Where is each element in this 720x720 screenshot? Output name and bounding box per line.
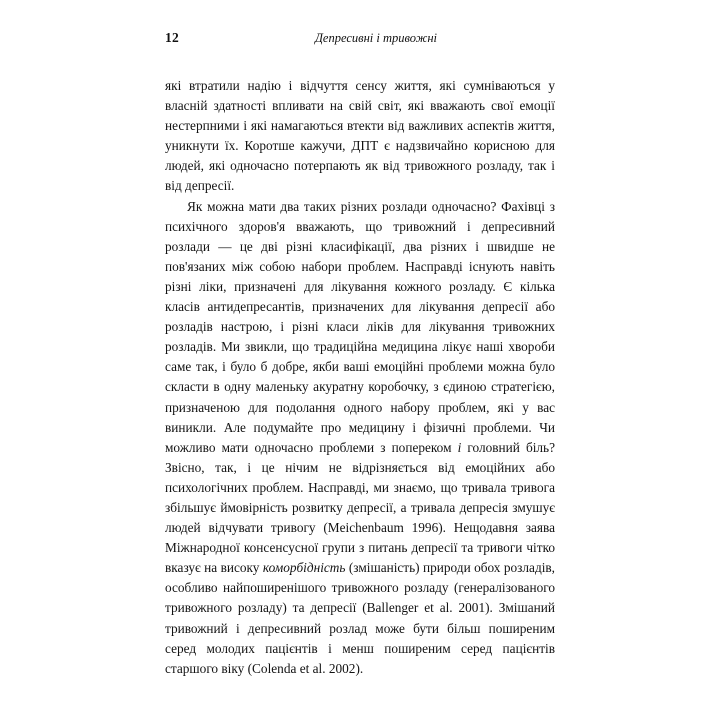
text-run: Як можна мати два таких різних розлади одночасно? Фахівці з психічного здоров'я вважають, що тривожний і депресивний розлади — це дві різні класифікації, два різних і швидше не пов'язаних між собою набори проблем. Насправді існують навіть різні ліки, призначені для лікування кожного розладу. Є кілька класів антидепресантів, призначених для лікування депресії або розладів настрою, і різні класи ліків для лікування тривожних розладів. Ми звикли, що традиційна медицина лікує наші хвороби саме так, і було б добре, якби ваші емоційні проблеми можна було скласти в одну маленьку акуратну коробочку, з єдиною стратегією, призначеною для подолання одного набору проблем, які у вас виникли. Але подумайте про медицину і фізичні проблеми. Чи можливо мати одночасно проблеми з попереком [165,198,555,455]
page-number: 12 [165,30,179,45]
running-head [165,30,555,54]
running-title: Депресивні і тривожні [314,31,438,45]
text-run: які втратили надію і відчуття сенсу життя, які сумніваються у власній здатності впливати на свій світ, які вважають свої емоції нестерпними і які намагаються втекти від важливих аспектів життя, уникнути їх. Коротше кажучи, ДПТ є надзвичайно корисною для людей, які одночасно потерпають як від тривожного розладу, так і від депресії. [165,78,555,194]
emphasis-text: і [457,439,462,455]
text-run: (змішаність) природи обох розладів, особливо найпоширенішого тривожного розладу (генералізованого тривожного розладу) та депресії (Ballenger et al. 2001). Змішаний тривожний і депресивний розлад може бути більш поширеним серед молодих пацієнтів і менш поширеним серед пацієнтів старшого віку (Colenda et al. 2002). [165,560,556,676]
text-run: головний біль? Звісно, так, і це нічим не відрізняється від емоційних або психологічних проблем. Насправді, ми знаємо, що тривала тривога збільшує ймовірність розвитку депресії, а тривала депресія змушує людей відчувати тривогу (Meichenbaum 1996). Нещодавня заява Міжнародної консенсусної групи з питань депресії та тривоги чітко вказує на високу [165,439,556,576]
emphasis-text: коморбідність [262,560,346,576]
paragraph [165,197,555,679]
paragraph [165,76,555,197]
body-text [165,76,555,679]
